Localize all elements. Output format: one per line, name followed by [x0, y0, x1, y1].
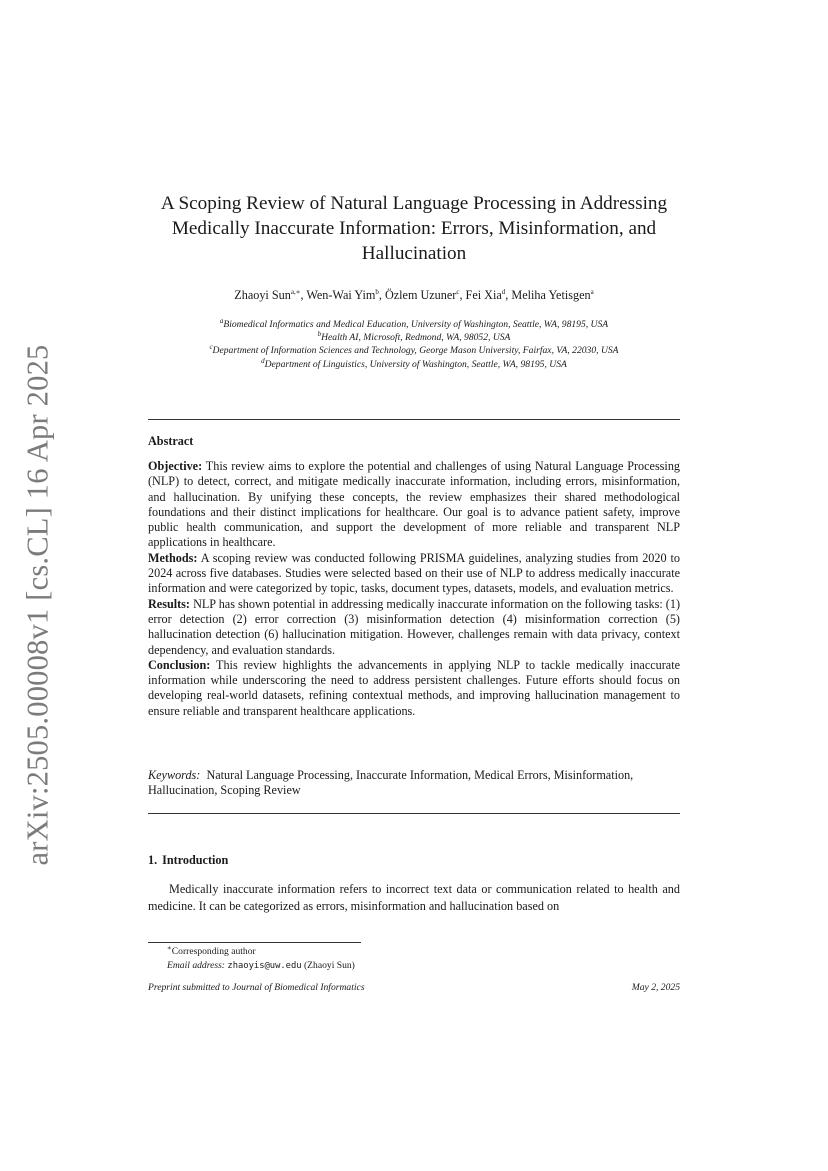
abstract-heading: Abstract [148, 434, 194, 448]
introduction-paragraph: Medically inaccurate information refers to incorrect text data or communication related to health and medicine. It can be categorized as errors, misinformation and hallucination based on [148, 882, 680, 913]
email-address[interactable]: zhaoyis@uw.edu [227, 961, 302, 971]
author: Özlem Uzuner$^c$ [384, 287, 460, 302]
abstract-methods: Methods: A scoping review was conducted following PRISMA guidelines, analyzing studies from 2020 to 2024 across five databases. Studies were selected based on their use of NLP to address medically inaccurate information and were categorized by topic, tasks, document types, datasets, models, and evaluation metrics. [148, 550, 680, 596]
arxiv-identifier: arXiv:2505.00008v1 [cs.CL] 16 Apr 2025 [20, 344, 55, 866]
top-rule [148, 419, 680, 420]
footnotes [167, 945, 355, 973]
author: Meliha Yetisgen$^a$ [511, 287, 594, 302]
abstract-conclusion: Conclusion: This review highlights the advancements in applying NLP to tackle medically inaccurate information while underscoring the need to address persistent challenges. Future efforts should focus on developing real-world datasets, refining contextual methods, and improving hallucination management to ensure reliable and transparent healthcare applications. [148, 657, 680, 718]
affiliation: $^d$Department of Linguistics, University of Washington, Seattle, WA, 98195, USA [261, 356, 567, 370]
bottom-rule [148, 813, 680, 814]
corresponding-author-note: ∗Corresponding author [167, 943, 256, 957]
author: Wen-Wai Yim$^b$ [306, 287, 379, 302]
paper-title: A Scoping Review of Natural Language Processing in Addressing Medically Inaccurate Information: Errors, Misinformation, and Hallucination [160, 193, 668, 264]
affiliation: $^c$Department of Information Sciences and Technology, George Mason University, Fairfax, VA, 22030, USA [209, 343, 619, 357]
keywords-text: Natural Language Processing, Inaccurate Information, Medical Errors, Misinformation, Hallucination, Scoping Review [148, 768, 634, 798]
author: Fei Xia$^d$ [465, 287, 506, 302]
section-heading-introduction: 1. Introduction [148, 853, 229, 867]
email-note: Email address: zhaoyis@uw.edu (Zhaoyi Sun) [167, 960, 355, 971]
abstract-body [148, 459, 680, 719]
preprint-date: May 2, 2025 [631, 982, 680, 993]
affiliation-list [148, 318, 680, 371]
abstract-objective: Objective: This review aims to explore the potential and challenges of using Natural Language Processing (NLP) to detect, correct, and mitigate medically inaccurate information, including errors, misinformation, and hallucination. By unifying these concepts, the review emphasizes their shared methodological foundations and their distinct implications for healthcare. Our goal is to advance patient safety, improve public health communication, and support the development of more reliable and transparent NLP applications in healthcare. [148, 459, 681, 550]
affiliation: $^b$Health AI, Microsoft, Redmond, WA, 98052, USA [317, 330, 511, 344]
author-list: Zhaoyi Sun$^{a,∗}$, Wen-Wai Yim$^b$, Özlem Uzuner$^c$, Fei Xia$^d$, Meliha Yetisgen$^a$ [234, 287, 594, 302]
affiliation: $^a$Biomedical Informatics and Medical Education, University of Washington, Seattle, WA, 98195, USA [219, 316, 609, 330]
abstract-results: Results: NLP has shown potential in addressing medically inaccurate information on the following tasks: (1) error detection (2) error correction (3) misinformation detection (4) misinformation correction (5) hallucination detection (6) hallucination mitigation. However, challenges remain with data privacy, context dependency, and evaluation standards. [148, 596, 680, 657]
keywords [148, 768, 680, 799]
footnote-rule [148, 942, 361, 943]
keywords-label: Keywords: [148, 768, 201, 782]
author: Zhaoyi Sun$^{a,∗}$ [234, 287, 301, 302]
preprint-note: Preprint submitted to Journal of Biomedical Informatics [148, 982, 365, 993]
arxiv-sidebar [0, 0, 80, 1171]
